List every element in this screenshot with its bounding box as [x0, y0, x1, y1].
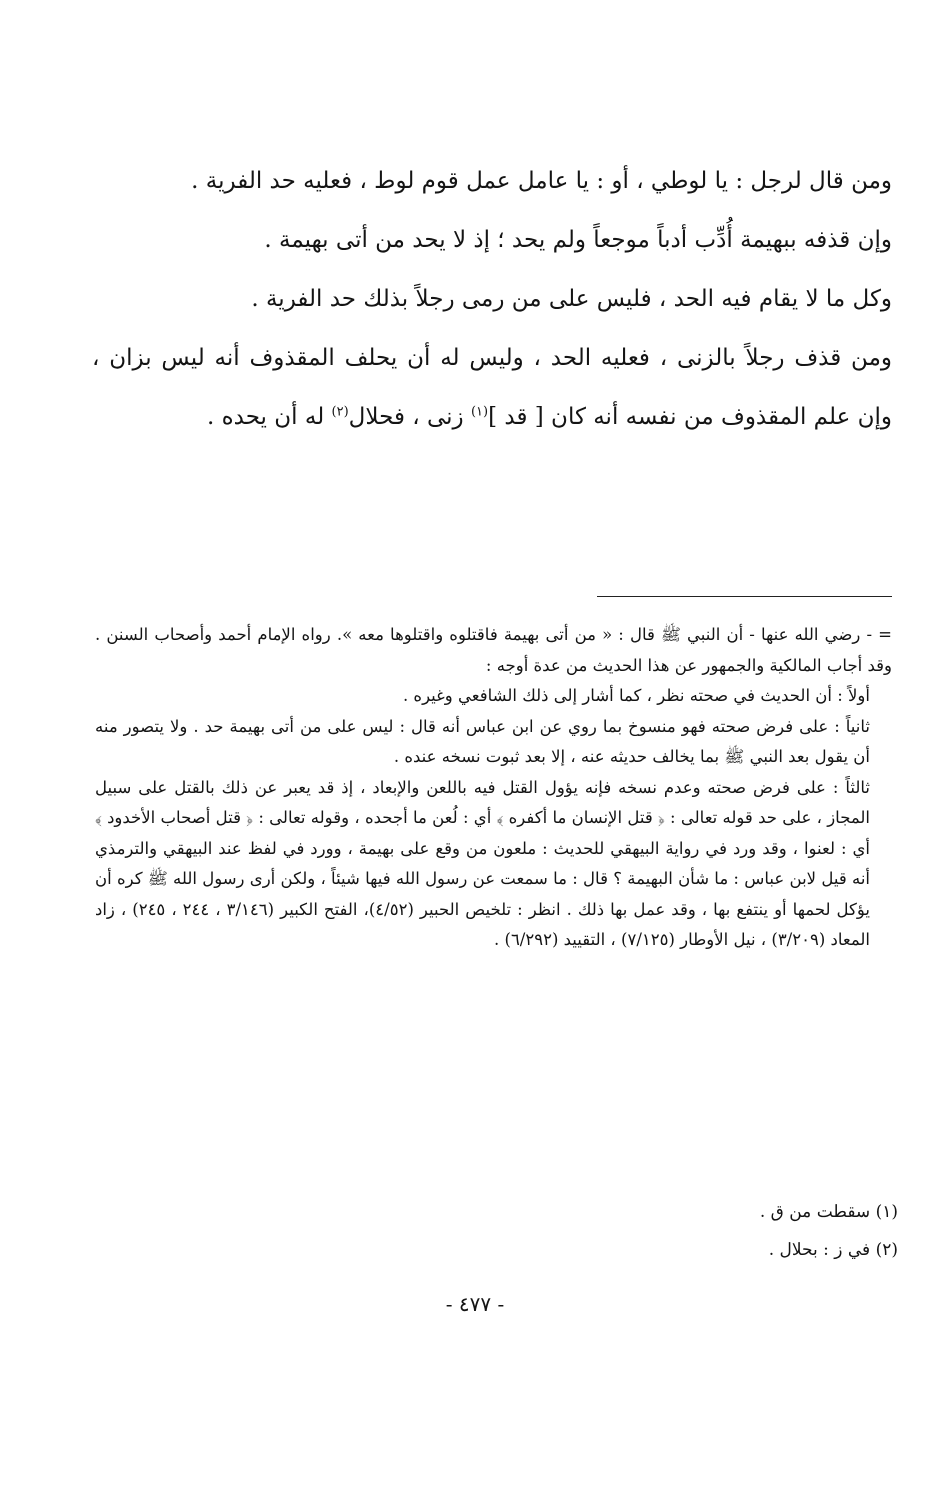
main-paragraph-4-part-a: ومن قذف رجلاً بالزنى ، فعليه الحد ، وليس له أن يحلف المقذوف أنه ليس بزان ، وإن علم المقذوف من نفسه أنه كان [ قد ] [92, 345, 892, 430]
footnote-paragraph-2: أولاً : أن الحديث في صحته نظر ، كما أشار إلى ذلك الشافعي وغيره . [402, 686, 870, 705]
main-line-2: وإن قذفه ببهيمة أُدِّب أدباً موجعاً ولم يحد ؛ إذ لا يحد من أتى بهيمة . [264, 227, 892, 253]
footnotes-continued [95, 620, 892, 956]
main-paragraph-4 [92, 329, 892, 447]
footnote-paragraph-3: ثانياً : على فرض صحته فهو منسوخ بما روي عن ابن عباس أنه قال : ليس على من أتى بهيمة حد . ولا يتصور منه أن يقول بعد النبي ﷺ بما يخالف حديثه عنه ، إلا بعد ثبوت نسخه عنده . [95, 716, 870, 766]
footnote-paragraph-4: ثالثاً : على فرض صحته وعدم نسخه فإنه يؤول القتل فيه باللعن والإبعاد ، إذ قد يعبر عن ذلك بالقتل على سبيل المجاز ، على حد قوله تعالى : ﴿ قتل الإنسان ما أكفره ﴾ أي : لُعن ما أجحده ، وقوله تعالى : ﴿ قتل أصحاب الأخدود ﴾ أي : لعنوا ، وقد ورد في رواية البيهقي للحديث : ملعون من وقع على بهيمة ، وورد في لفظ عند البيهقي والترمذي أنه قيل لابن عباس : ما شأن البهيمة ؟ قال : ما سمعت عن رسول الله فيها شيئاً ، ولكن أرى رسول الله ﷺ كره أن يؤكل لحمها أو ينتفع بها ، وقد عمل بها ذلك . انظر : تلخيص الحبير (٤/٥٢)، الفتح الكبير (٣/١٤٦ ، ٢٤٤ ، ٢٤٥) ، زاد المعاد (٣/٢٠٩) ، نيل الأوطار (٧/١٢٥) ، التقييد (٦/٢٩٢) . [95, 777, 870, 949]
main-paragraph-4-part-b: زنى ، فحلال [348, 404, 471, 430]
main-text [92, 152, 892, 447]
page-number: - ٤٧٧ - [445, 1292, 505, 1316]
main-line-1: ومن قال لرجل : يا لوطي ، أو : يا عامل عمل قوم لوط ، فعليه حد الفرية . [191, 168, 892, 194]
footnote-ref-1[interactable]: (١) [470, 404, 489, 420]
footnote-separator [597, 596, 892, 597]
main-line-3: وكل ما لا يقام فيه الحد ، فليس على من رمى رجلاً بذلك حد الفرية . [251, 286, 892, 312]
footnote-2: (٢) في ز : بحلال . [768, 1240, 898, 1260]
footnote-list [760, 1193, 898, 1269]
footnote-1: (١) سقطت من ق . [759, 1202, 898, 1222]
footnote-paragraph-1: = - رضي الله عنها - أن النبي ﷺ قال : « من أتى بهيمة فاقتلوه واقتلوها معه ». رواه الإمام أحمد وأصحاب السنن . وقد أجاب المالكية والجمهور عن هذا الحديث من عدة أوجه : [95, 625, 892, 675]
footnote-ref-2[interactable]: (٢) [331, 404, 349, 420]
main-paragraph-4-part-c: له أن يحده . [206, 404, 332, 430]
